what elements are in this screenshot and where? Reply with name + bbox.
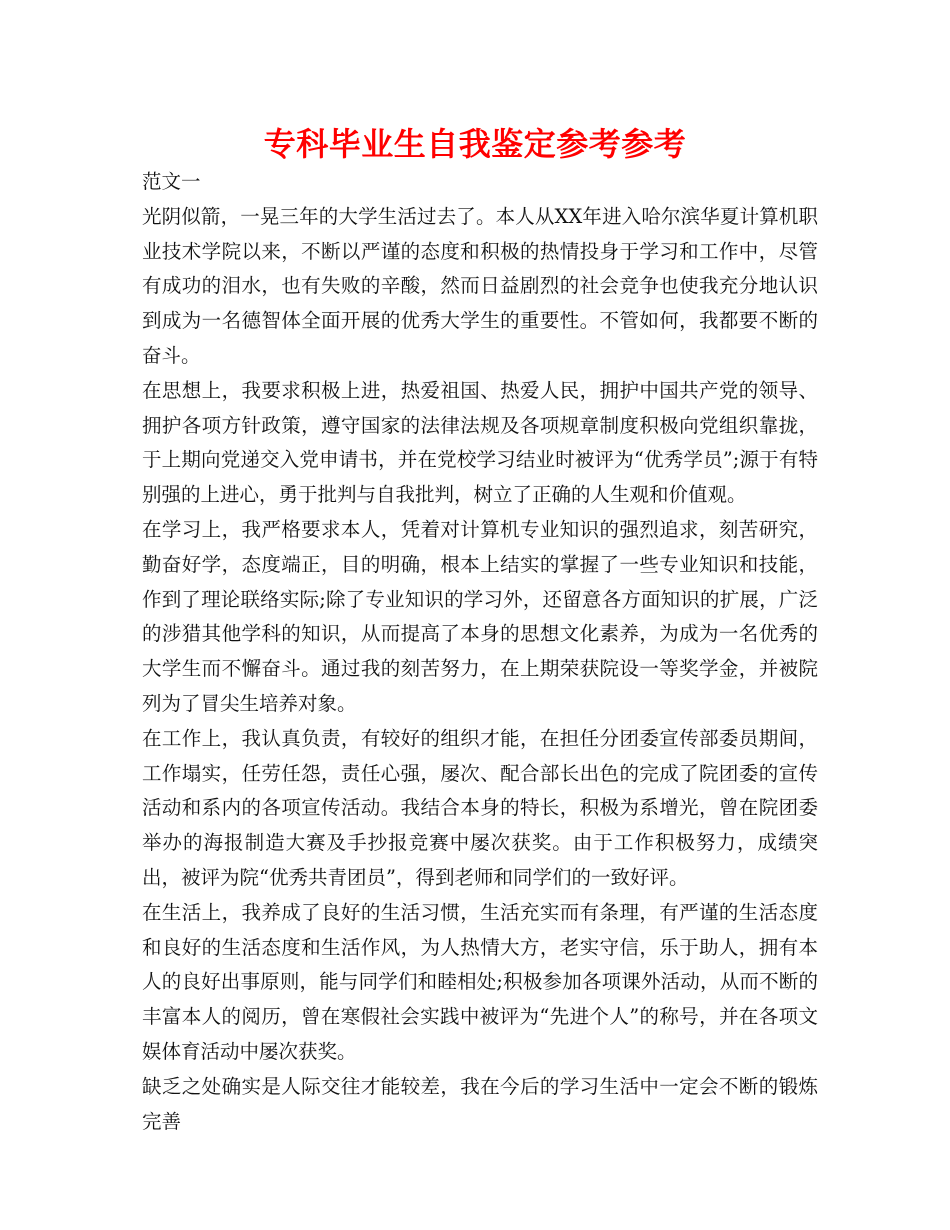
section-label: 范文一 [142, 170, 201, 193]
paragraph-work: 在工作上，我认真负责，有较好的组织才能，在担任分团委宣传部委员期间，工作塌实，任劳任怨，责任心强，屡次、配合部长出色的完成了院团委的宣传活动和系内的各项宣传活动。我结合本身的特长，积极为系增光，曾在院团委举办的海报制造大赛及手抄报竞赛中屡次获奖。由于工作积极努力，成绩突出，被评为院“优秀共青团员”，得到老师和同学们的一致好评。 [142, 726, 818, 889]
paragraph-study: 在学习上，我严格要求本人，凭着对计算机专业知识的强烈追求，刻苦研究，勤奋好学，态度端正，目的明确，根本上结实的掌握了一些专业知识和技能，作到了理论联络实际;除了专业知识的学习外，还留意各方面知识的扩展，广泛的涉猎其他学科的知识，从而提高了本身的思想文化素养，为成为一名优秀的大学生而不懈奋斗。通过我的刻苦努力，在上期荣获院设一等奖学金，并被院列为了冒尖生培养对象。 [142, 517, 818, 715]
paragraph-shortcomings: 缺乏之处确实是人际交往才能较差，我在今后的学习生活中一定会不断的锻炼完善 [142, 1074, 818, 1133]
document-title: 专科毕业生自我鉴定参考参考 [263, 125, 687, 163]
paragraph-intro: 光阴似箭，一晃三年的大学生活过去了。本人从XX年进入哈尔滨华夏计算机职业技术学院以来，不断以严谨的态度和积极的热情投身于学习和工作中，尽管有成功的泪水，也有失败的辛酸，然而日益剧烈的社会竞争也使我充分地认识到成为一名德智体全面开展的优秀大学生的重要性。不管如何，我都要不断的奋斗。 [142, 204, 818, 367]
paragraph-life: 在生活上，我养成了良好的生活习惯，生活充实而有条理，有严谨的生活态度和良好的生活态度和生活作风，为人热情大方，老实守信，乐于助人，拥有本人的良好出事原则，能与同学们和睦相处;积极参加各项课外活动，从而不断的丰富本人的阅历，曾在寒假社会实践中被评为“先进个人”的称号，并在各项文娱体育活动中屡次获奖。 [142, 900, 818, 1063]
document-body [142, 165, 818, 1139]
paragraph-thought: 在思想上，我要求积极上进，热爱祖国、热爱人民，拥护中国共产党的领导、拥护各项方针政策，遵守国家的法律法规及各项规章制度积极向党组织靠拢，于上期向党递交入党申请书，并在党校学习结业时被评为“优秀学员”;源于有特别强的上进心，勇于批判与自我批判，树立了正确的人生观和价值观。 [142, 378, 818, 507]
